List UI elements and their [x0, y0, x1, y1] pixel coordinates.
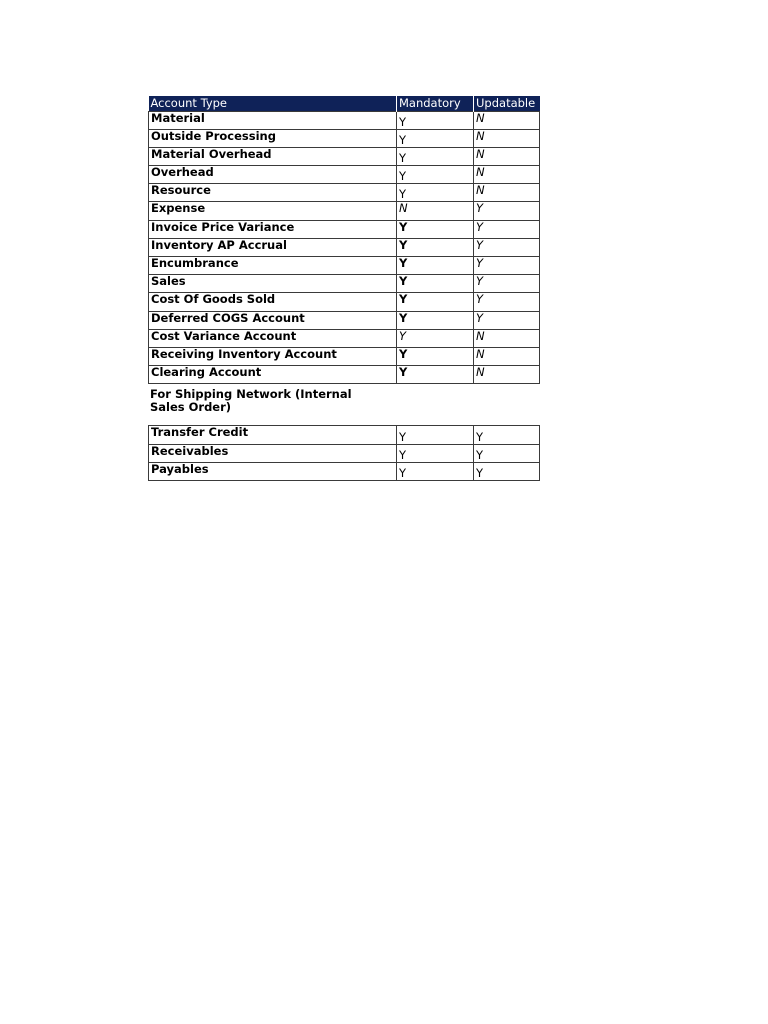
shipping-network-label: For Shipping Network (Internal Sales Order): [150, 387, 352, 415]
header-updatable: Updatable: [474, 96, 540, 111]
mandatory-cell: Y: [397, 293, 474, 311]
updatable-cell: N: [474, 366, 540, 384]
account-type-cell: Outside Processing: [149, 129, 397, 147]
mandatory-cell: Y: [397, 347, 474, 365]
table-row: [149, 329, 540, 347]
account-type-cell: Receivables: [149, 444, 397, 462]
table-row: [149, 426, 540, 444]
mandatory-cell: Y: [397, 129, 474, 147]
mandatory-cell: Y: [397, 426, 474, 444]
updatable-cell: Y: [474, 220, 540, 238]
table-row: [149, 347, 540, 365]
table-row: [149, 462, 540, 480]
table-row: [149, 275, 540, 293]
account-type-cell: Deferred COGS Account: [149, 311, 397, 329]
updatable-cell: Y: [474, 238, 540, 256]
account-types-sheet: [148, 96, 539, 481]
updatable-cell: N: [474, 111, 540, 129]
updatable-cell: Y: [474, 444, 540, 462]
table-row: [149, 129, 540, 147]
account-type-cell: Sales: [149, 275, 397, 293]
mandatory-cell: Y: [397, 329, 474, 347]
account-type-cell: Transfer Credit: [149, 426, 397, 444]
table-row: [149, 147, 540, 165]
updatable-cell: N: [474, 347, 540, 365]
shipping-network-body: [149, 426, 540, 481]
table-row: [149, 111, 540, 129]
account-type-cell: Overhead: [149, 166, 397, 184]
account-type-cell: Cost Variance Account: [149, 329, 397, 347]
account-type-cell: Invoice Price Variance: [149, 220, 397, 238]
updatable-cell: N: [474, 184, 540, 202]
account-type-cell: Inventory AP Accrual: [149, 238, 397, 256]
mandatory-cell: Y: [397, 311, 474, 329]
account-type-cell: Encumbrance: [149, 257, 397, 275]
updatable-cell: Y: [474, 311, 540, 329]
table-row: [149, 257, 540, 275]
mandatory-cell: Y: [397, 184, 474, 202]
table-row: [149, 220, 540, 238]
table-row: [149, 238, 540, 256]
table-row: [149, 166, 540, 184]
account-types-table: [148, 96, 540, 384]
mandatory-cell: Y: [397, 444, 474, 462]
account-type-cell: Expense: [149, 202, 397, 220]
table-row: [149, 184, 540, 202]
mandatory-cell: N: [397, 202, 474, 220]
updatable-cell: Y: [474, 293, 540, 311]
header-account-type: Account Type: [149, 96, 397, 111]
mandatory-cell: Y: [397, 238, 474, 256]
table-row: [149, 202, 540, 220]
table-row: [149, 366, 540, 384]
mandatory-cell: Y: [397, 462, 474, 480]
updatable-cell: N: [474, 147, 540, 165]
account-type-cell: Material Overhead: [149, 147, 397, 165]
account-type-cell: Clearing Account: [149, 366, 397, 384]
mandatory-cell: Y: [397, 111, 474, 129]
table-row: [149, 311, 540, 329]
mandatory-cell: Y: [397, 220, 474, 238]
shipping-network-table: [148, 425, 540, 481]
mandatory-cell: Y: [397, 366, 474, 384]
updatable-cell: N: [474, 329, 540, 347]
updatable-cell: Y: [474, 257, 540, 275]
account-type-cell: Receiving Inventory Account: [149, 347, 397, 365]
updatable-cell: Y: [474, 275, 540, 293]
table-row: [149, 293, 540, 311]
account-types-body: [149, 111, 540, 384]
table-row: [149, 444, 540, 462]
mandatory-cell: Y: [397, 147, 474, 165]
mandatory-cell: Y: [397, 257, 474, 275]
updatable-cell: Y: [474, 426, 540, 444]
table-header-row: [149, 96, 540, 111]
updatable-cell: N: [474, 129, 540, 147]
account-type-cell: Resource: [149, 184, 397, 202]
account-type-cell: Material: [149, 111, 397, 129]
updatable-cell: Y: [474, 462, 540, 480]
account-type-cell: Payables: [149, 462, 397, 480]
header-mandatory: Mandatory: [397, 96, 474, 111]
updatable-cell: N: [474, 166, 540, 184]
account-type-cell: Cost Of Goods Sold: [149, 293, 397, 311]
updatable-cell: Y: [474, 202, 540, 220]
mandatory-cell: Y: [397, 275, 474, 293]
mandatory-cell: Y: [397, 166, 474, 184]
